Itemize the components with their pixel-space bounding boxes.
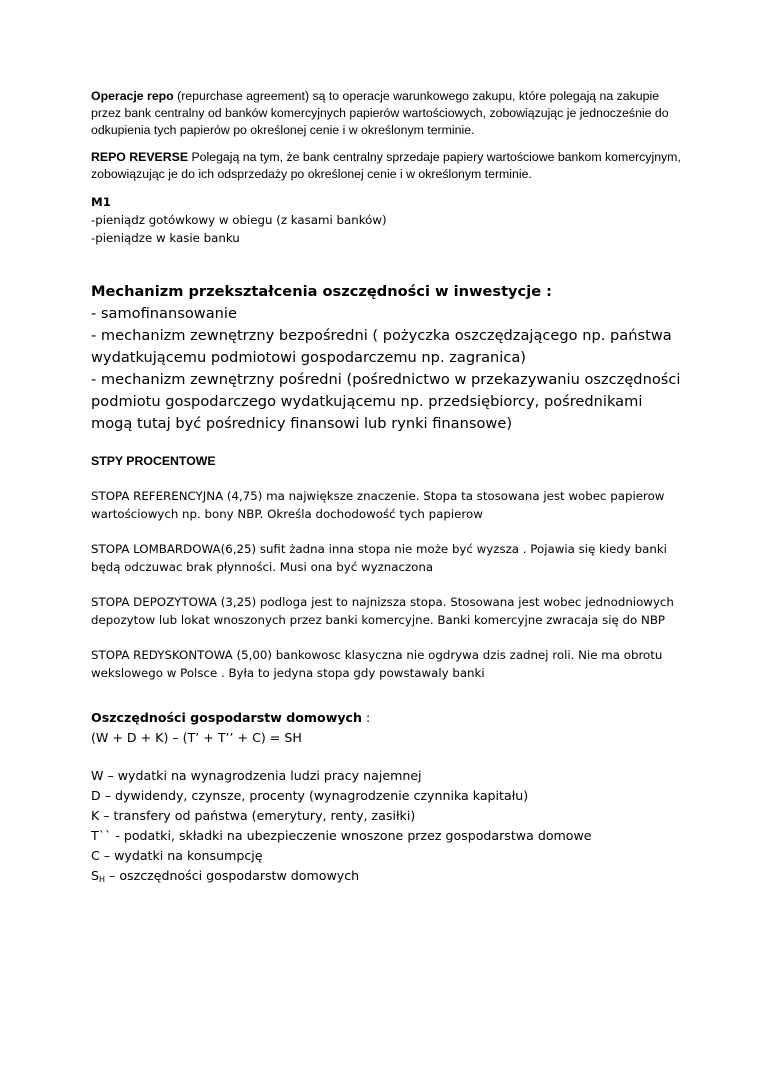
m1-item: -pieniądze w kasie banku (91, 231, 240, 245)
document-content (91, 88, 681, 890)
savings-legend-item: K – transfery od państwa (emerytury, renty, zasiłki) (91, 808, 416, 823)
m1-section (91, 193, 681, 247)
savings-legend-item: D – dywidendy, czynsze, procenty (wynagrodzenie czynnika kapitału) (91, 788, 529, 803)
rate-lombardowa: STOPA LOMBARDOWA(6,25) sufit żadna inna stopa nie może być wyzsza . Pojawia się kiedy banki będą odczuwac brak płynności. Musi ona być wyznaczona (91, 542, 667, 574)
mechanism-section (91, 281, 681, 435)
savings-heading-suffix: : (361, 710, 371, 725)
sh-symbol: S (91, 868, 99, 883)
rate-referencyjna: STOPA REFERENCYJNA (4,75) ma największe znaczenie. Stopa ta stosowana jest wobec papierow wartościowych np. bony NBP. Określa dochodowość tych papierow (91, 489, 665, 521)
savings-legend-item: C – wydatki na konsumpcję (91, 848, 263, 863)
rate-redyskontowa: STOPA REDYSKONTOWA (5,00) bankowosc klasyczna nie ogdrywa dzis zadnej roli. Nie ma obrotu wekslowego w Polsce . Była to jedyna stopa gdy powstawaly banki (91, 648, 663, 680)
repo-definition: (repurchase agreement) są to operacje warunkowego zakupu, które polegają na zakupie przez bank centralny od banków komercyjnych papierów wartościowych, zobowiązując je jednocześnie do odkupienia tych papierów po określonej cenie i w określonym terminie. (91, 89, 669, 137)
sh-text: – oszczędności gospodarstw domowych (105, 868, 360, 883)
mechanism-item: - mechanizm zewnętrzny bezpośredni ( pożyczka oszczędzającego np. państwa wydatkującemu podmiotowi gospodarczemu np. zagranica) (91, 327, 672, 366)
savings-formula: (W + D + K) – (T’ + T’’ + C) = SH (91, 730, 302, 745)
repo-paragraph (91, 88, 681, 139)
mechanism-heading: Mechanizm przekształcenia oszczędności w inwestycje : (91, 283, 553, 300)
rate-depozytowa: STOPA DEPOZYTOWA (3,25) podloga jest to najnizsza stopa. Stosowana jest wobec jednodniowych depozytow lub lokat wnoszonych przez banki komercyjne. Banki komercyjne zwracaja się do NBP (91, 595, 674, 627)
savings-legend-item: W – wydatki na wynagrodzenia ludzi pracy najemnej (91, 768, 422, 783)
savings-heading (91, 708, 681, 728)
repo-term: Operacje repo (91, 89, 174, 103)
reverse-repo-term: REPO REVERSE (91, 150, 189, 164)
rates-heading-text: STPY PROCENTOWE (91, 454, 216, 468)
m1-item: -pieniądz gotówkowy w obiegu (z kasami banków) (91, 213, 387, 227)
mechanism-item: - mechanizm zewnętrzny pośredni (pośrednictwo w przekazywaniu oszczędności podmiotu gospodarczego wydatkującemu np. przedsiębiorcy, pośrednikami mogą tutaj być pośrednicy finansowi lub rynki finansowe) (91, 371, 681, 432)
m1-title: M1 (91, 195, 111, 209)
savings-legend-item-sh (91, 866, 681, 890)
reverse-repo-definition: Polegają na tym, że bank centralny sprzedaje papiery wartościowe bankom komercyjnym, zobowiązując je do ich odsprzedaży po określonej cenie i w określonym terminie. (91, 150, 681, 181)
mechanism-item: - samofinansowanie (91, 305, 237, 322)
savings-section (91, 708, 681, 890)
savings-legend-item: T`` - podatki, składki na ubezpieczenie wnoszone przez gospodarstwa domowe (91, 828, 592, 843)
savings-heading-text: Oszczędności gospodarstw domowych (91, 710, 362, 725)
reverse-repo-paragraph (91, 149, 681, 183)
rates-heading (91, 453, 681, 470)
sh-subscript: H (99, 875, 106, 884)
